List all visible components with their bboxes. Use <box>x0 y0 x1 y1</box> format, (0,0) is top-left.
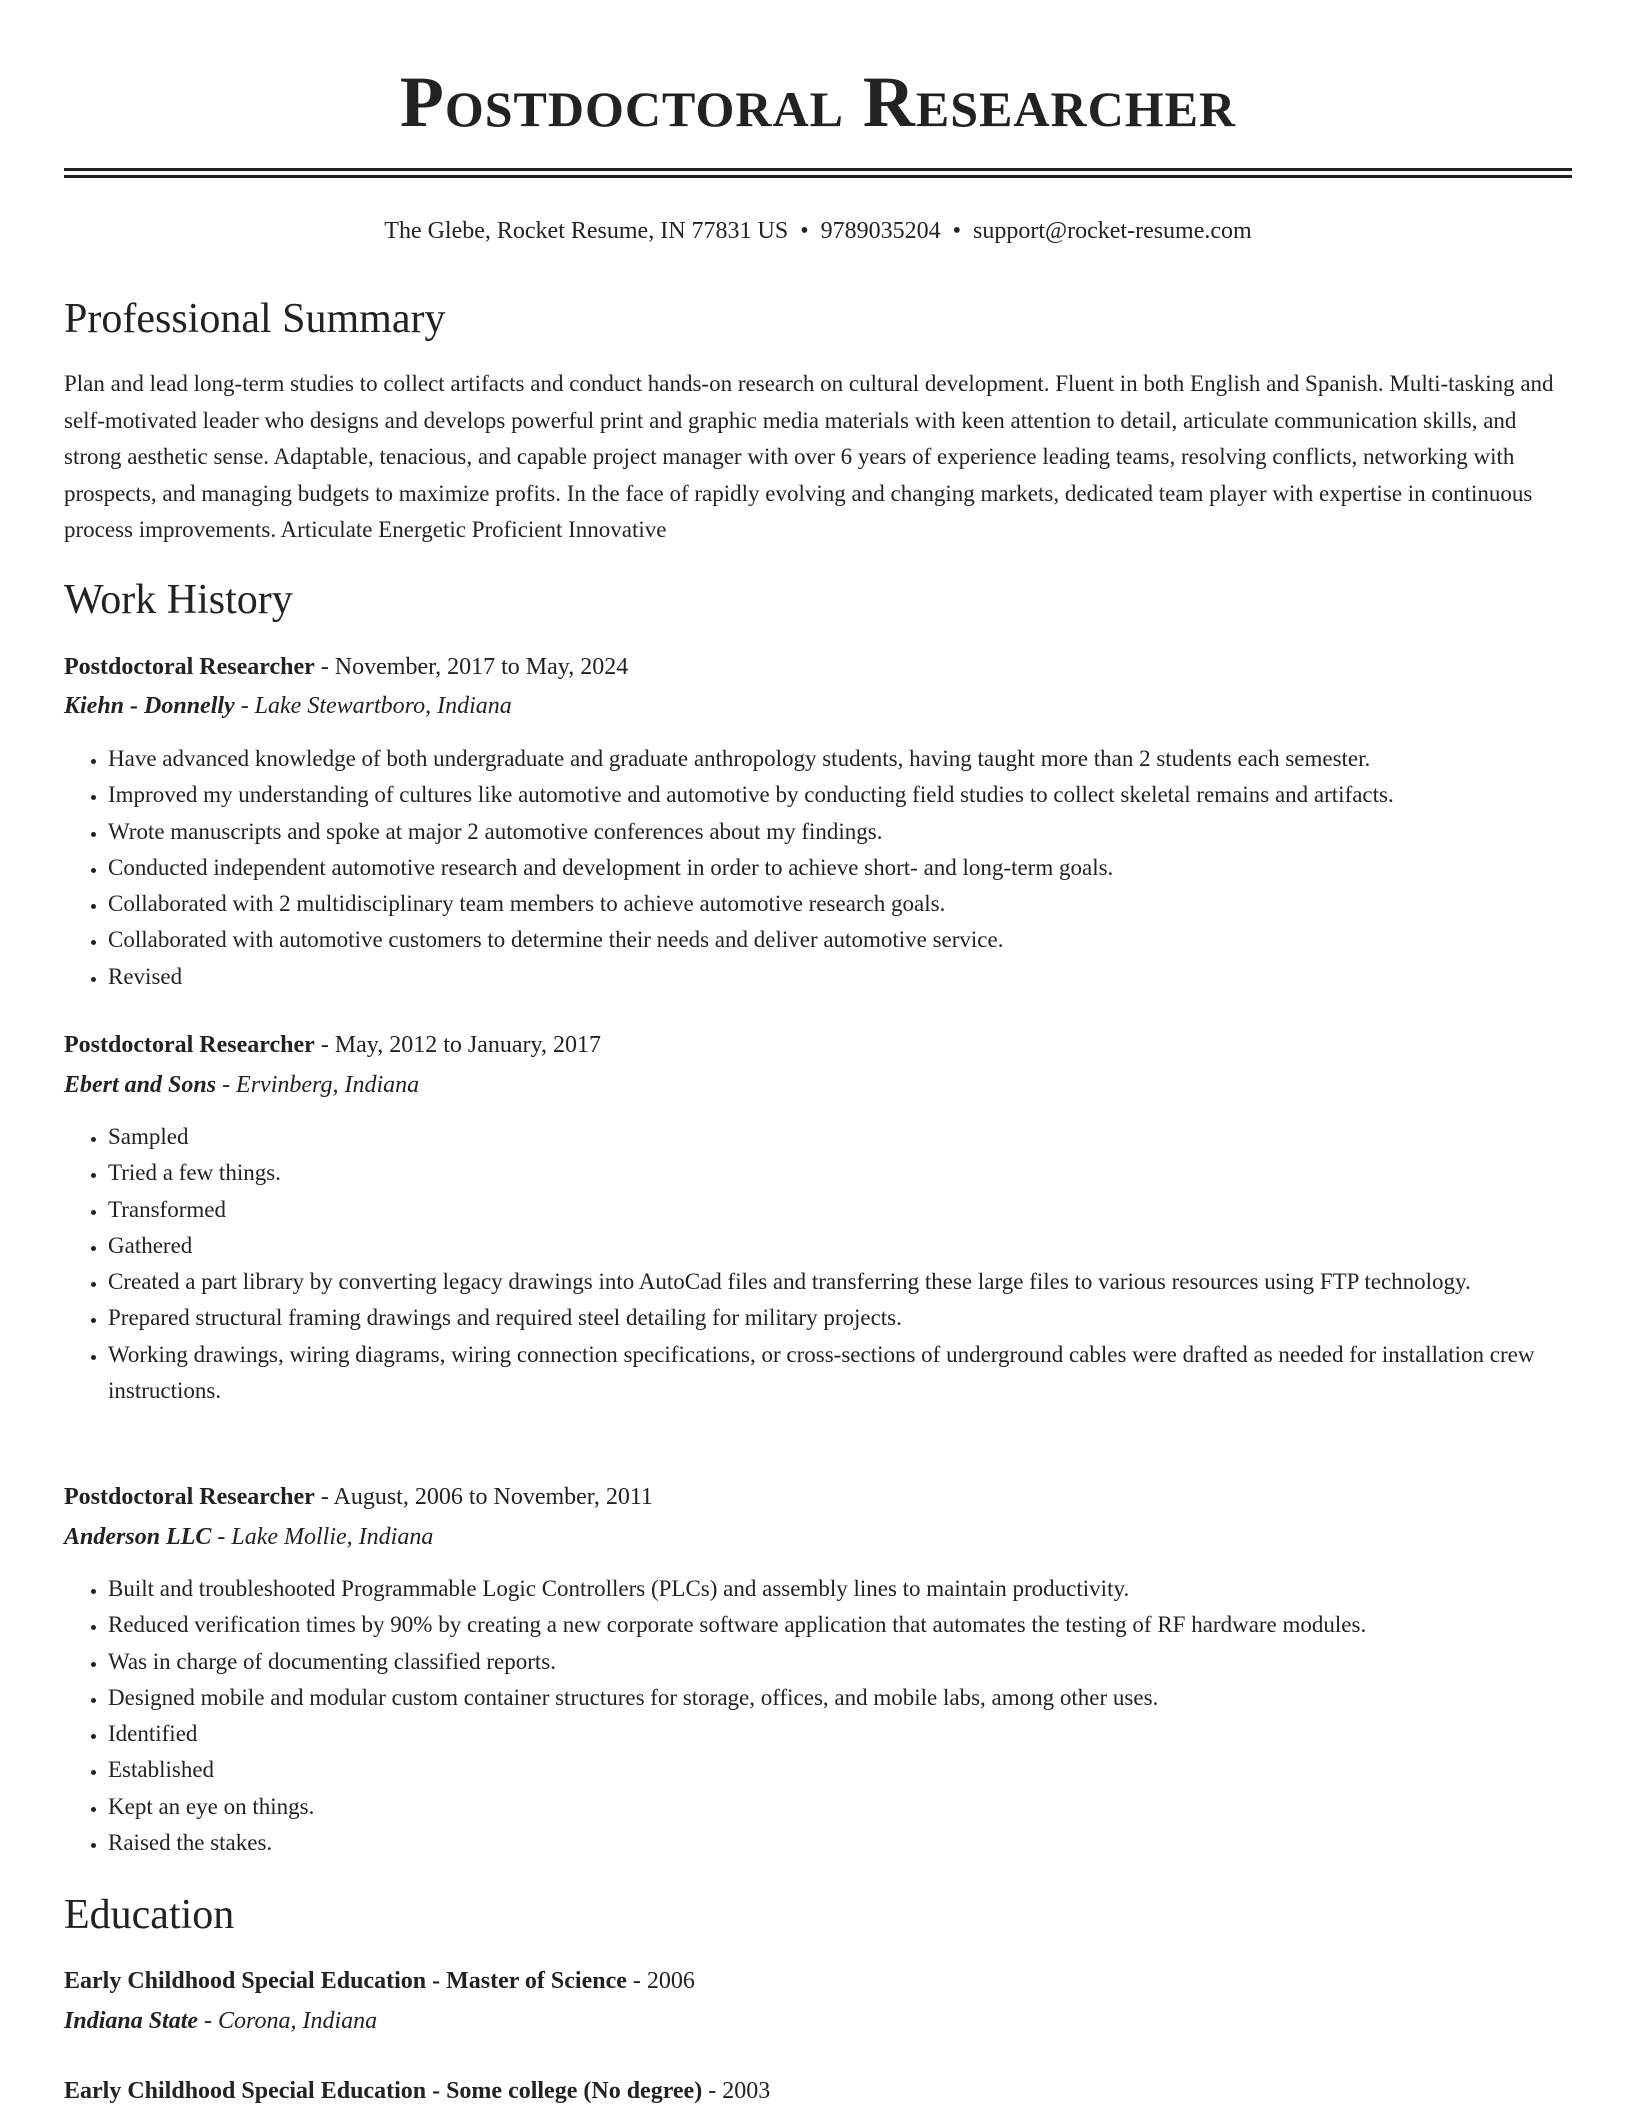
job-dates: - May, 2012 to January, 2017 <box>314 1032 601 1058</box>
list-item: • Wrote manuscripts and spoke at major 2 automotive conferences about my findings. <box>108 814 1572 850</box>
list-item: • Transformed <box>108 1192 1572 1228</box>
company-name: Kiehn - Donnelly <box>64 693 235 719</box>
list-item: • Built and troubleshooted Programmable Logic Controllers (PLCs) and assembly lines to maintain productivity. <box>108 1571 1572 1607</box>
list-item: • Was in charge of documenting classified reports. <box>108 1644 1572 1680</box>
job-bullets <box>64 1571 1572 1861</box>
contact-separator: • <box>952 218 962 244</box>
list-item: • Identified <box>108 1716 1572 1752</box>
list-item: • Kept an eye on things. <box>108 1789 1572 1825</box>
education-degree-line <box>64 1964 695 1998</box>
contact-line <box>64 214 1572 248</box>
education-degree: Early Childhood Special Education - Some college (No degree) <box>64 2078 703 2104</box>
contact-phone: 9789035204 <box>820 218 941 244</box>
company-line <box>64 689 512 723</box>
summary-heading: Professional Summary <box>64 296 446 342</box>
list-item: • Conducted independent automotive research and development in order to achieve short- and long-term goals. <box>108 850 1572 886</box>
header-divider <box>64 168 1572 178</box>
education-heading: Education <box>64 1892 235 1938</box>
contact-email: support@rocket-resume.com <box>973 218 1252 244</box>
job-title-line <box>64 1028 601 1062</box>
list-item: • Reduced verification times by 90% by creating a new corporate software application that automates the testing of RF hardware modules. <box>108 1607 1572 1643</box>
company-line <box>64 1520 433 1554</box>
list-item: • Designed mobile and modular custom container structures for storage, offices, and mobile labs, among other uses. <box>108 1680 1572 1716</box>
job-dates: - November, 2017 to May, 2024 <box>314 654 629 680</box>
job-title: Postdoctoral Researcher <box>64 654 315 680</box>
list-item: • Collaborated with automotive customers to determine their needs and deliver automotive service. <box>108 922 1572 958</box>
list-item: • Prepared structural framing drawings and required steel detailing for military projects. <box>108 1300 1572 1336</box>
job-title-line <box>64 1480 653 1514</box>
education-degree-line <box>64 2074 770 2108</box>
education-location: - Corona, Indiana <box>198 2008 378 2034</box>
contact-separator: • <box>800 218 809 244</box>
company-line <box>64 1068 419 1102</box>
job-title: Postdoctoral Researcher <box>64 1032 315 1058</box>
list-item: • Improved my understanding of cultures like automotive and automotive by conducting field studies to collect skeletal remains and artifacts. <box>108 777 1572 813</box>
company-name: Anderson LLC <box>64 1524 212 1550</box>
list-item: • Created a part library by converting legacy drawings into AutoCad files and transferring these large files to various resources using FTP technology. <box>108 1264 1572 1300</box>
summary-text: Plan and lead long-term studies to collect artifacts and conduct hands-on research on cultural development. Fluent in both English and Spanish. Multi-tasking and self-motivated leader who designs and develops powerful print and graphic media materials with keen attention to detail, articulate communication skills, and strong aesthetic sense. Adaptable, tenacious, and capable project manager with over 6 years of experience leading teams, resolving conflicts, networking with prospects, and managing budgets to maximize profits. In the face of rapidly evolving and changing markets, dedicated team player with expertise in continuous process improvements. Articulate Energetic Proficient Innovative <box>64 371 1554 542</box>
resume-name: Postdoctoral Researcher <box>399 62 1237 142</box>
job-bullets <box>64 741 1572 995</box>
list-item: • Have advanced knowledge of both undergraduate and graduate anthropology students, having taught more than 2 students each semester. <box>108 741 1572 777</box>
job-bullets <box>64 1119 1572 1409</box>
education-year: - 2003 <box>702 2078 771 2104</box>
list-item: • Tried a few things. <box>108 1155 1572 1191</box>
list-item: • Working drawings, wiring diagrams, wiring connection specifications, or cross-sections of underground cables were drafted as needed for installation crew instructions. <box>108 1337 1572 1410</box>
list-item: • Collaborated with 2 multidisciplinary team members to achieve automotive research goals. <box>108 886 1572 922</box>
company-location: - Lake Stewartboro, Indiana <box>234 693 512 719</box>
education-year: - 2006 <box>626 1968 695 1994</box>
education-school: Indiana State <box>64 2008 199 2034</box>
work-history-heading: Work History <box>64 577 293 623</box>
company-location: - Lake Mollie, Indiana <box>211 1524 434 1550</box>
education-school-line <box>64 2004 377 2038</box>
list-item: • Revised <box>108 959 1572 995</box>
list-item: • Gathered <box>108 1228 1572 1264</box>
contact-address: The Glebe, Rocket Resume, IN 77831 US <box>384 218 789 244</box>
job-title-line <box>64 650 628 684</box>
education-degree: Early Childhood Special Education - Master of Science <box>64 1968 627 1994</box>
company-name: Ebert and Sons <box>64 1072 217 1098</box>
job-title: Postdoctoral Researcher <box>64 1484 315 1510</box>
list-item: • Sampled <box>108 1119 1572 1155</box>
list-item: • Established <box>108 1752 1572 1788</box>
job-dates: - August, 2006 to November, 2011 <box>314 1484 653 1510</box>
list-item: • Raised the stakes. <box>108 1825 1572 1861</box>
company-location: - Ervinberg, Indiana <box>216 1072 420 1098</box>
